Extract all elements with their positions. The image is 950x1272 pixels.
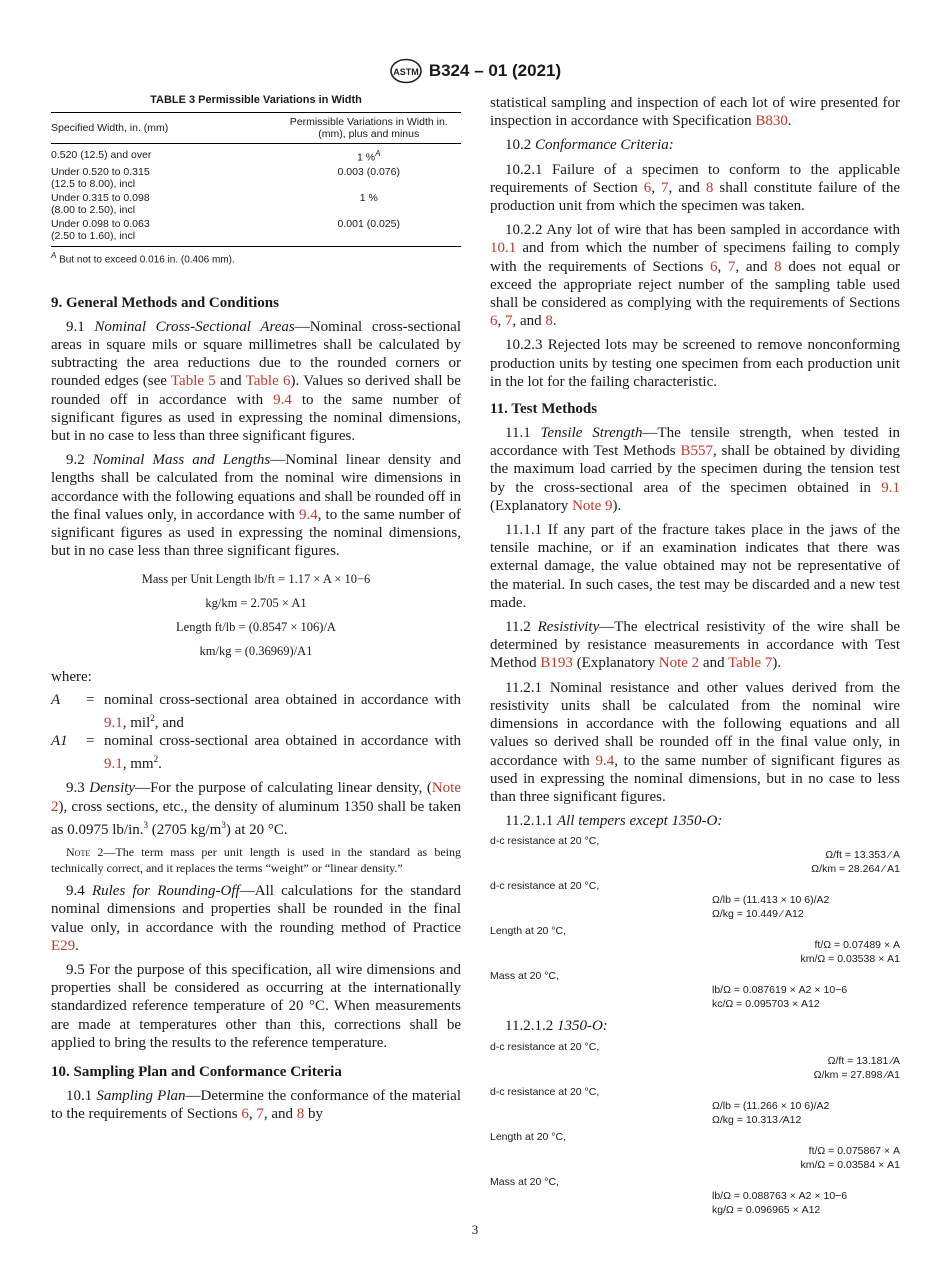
table-cell: Under 0.098 to 0.063 (2.50 to 1.60), incl	[51, 217, 277, 247]
table-cell: Under 0.520 to 0.315 (12.5 to 8.00), incl	[51, 165, 150, 190]
link-9-4[interactable]: 9.4	[273, 391, 292, 408]
table-cell: 1 %$^A$	[357, 149, 381, 164]
note-2: Note 2—The term mass per unit length is used in the standard as being technically correct, and it replaces the terms “weight” or “linear density.”	[51, 845, 461, 875]
link-section-6[interactable]: 6	[490, 313, 498, 330]
table-3	[51, 94, 461, 247]
paragraph-11-1-1: 11.1.1 If any part of the fracture takes place in the jaws of the tensile machine, or if an examination indicates that there was external damage, the value obtained may not be representative of the material. In such cases, the test may be discarded and a new test made.	[490, 522, 900, 611]
paragraph-9-2: 9.2 Nominal Mass and Lengths—Nominal linear density and lengths shall be calculated from the nominal wire dimensions in accordance with the following equations and shall be rounded off in the final values only, in accordance with 9.4, to the same number of significant figures as used in expressing the nominal dimensions, but in no case less than three significant figures.	[51, 452, 461, 560]
paragraph-10-2-2: 10.2.2 Any lot of wire that has been sampled in accordance with 10.1 and from which the number of specimens failing to comply with the requirements of Sections 6, 7, and 8 does not equal or exceed the appropriate reject number of the sampling table used shall be considered as complying with the requirements of Sections 6, 7, and 8.	[490, 222, 900, 330]
table-cell: Under 0.315 to 0.098 (8.00 to 2.50), incl	[51, 191, 150, 216]
astm-logo-icon	[389, 58, 423, 84]
formula-group	[490, 1189, 900, 1217]
formula: lb/Ω = 0.088763 × A2 × 10−6	[712, 1189, 848, 1202]
paragraph-10-2-1: 10.2.1 Failure of a specimen to conform to the applicable requirements of Section 6, 7, and 8 shall constitute failure of the production unit from which the specimen was taken.	[490, 161, 900, 215]
equation-kg-per-km: kg/km = 2.705 × A1	[205, 596, 307, 611]
formula: Ω/km = 27.898 ⁄A1	[813, 1068, 900, 1081]
paragraph-11-2-1-1: 11.2.1.1 All tempers except 1350-O:	[505, 813, 723, 830]
formula-label: d-c resistance at 20 °C,	[490, 880, 600, 893]
link-9-1[interactable]: 9.1	[104, 714, 123, 731]
formula-group	[490, 893, 900, 921]
section-11-heading: 11. Test Methods	[490, 401, 598, 418]
table-3-caption: TABLE 3 Permissible Variations in Width	[150, 94, 362, 106]
link-e29[interactable]: E29	[51, 937, 76, 954]
formula: Ω/ft = 13.353 ⁄ A	[825, 849, 900, 862]
formula-label: d-c resistance at 20 °C,	[490, 1085, 600, 1098]
paragraph-9-3: 9.3 Density—For the purpose of calculating linear density, (Note 2), cross sections, etc., the density of aluminum 1350 shall be taken as 0.0975 lb/in.$^3$ (2705 $kg/m^3$) at 20 °C.	[51, 780, 462, 838]
formula-group	[490, 983, 900, 1011]
table-cell: 0.001 (0.025)	[277, 217, 462, 247]
right-column	[490, 94, 900, 1220]
page-number: 3	[471, 1222, 479, 1237]
paragraph-10-2: 10.2 Conformance Criteria:	[505, 137, 674, 154]
formula: Ω/km = 28.264 ⁄ A1	[811, 863, 900, 876]
table-3-header-width: Specified Width, in. (mm)	[51, 113, 277, 144]
formula: lb/Ω = 0.087619 × A2 × 10−6	[712, 984, 848, 997]
link-section-7[interactable]: 7	[505, 313, 513, 330]
link-note-9[interactable]: Note 9	[572, 497, 613, 514]
link-section-7[interactable]: 7	[661, 179, 669, 196]
table-cell: 1 %	[359, 191, 378, 204]
definition-a1: A1 = nominal cross-sectional area obtained in accordance with 9.1, $mm^2$.	[51, 733, 461, 773]
formula-group	[490, 1099, 900, 1127]
formula: km/Ω = 0.03584 × A1	[800, 1158, 900, 1171]
formula-label: Length at 20 °C,	[490, 925, 567, 938]
section-10-heading: 10. Sampling Plan and Conformance Criteria	[51, 1063, 342, 1080]
link-10-1[interactable]: 10.1	[490, 240, 517, 257]
astm-logo-text: ASTM	[393, 67, 419, 77]
left-column	[51, 94, 461, 1129]
link-table-5[interactable]: Table 5	[170, 373, 216, 390]
link-note-2[interactable]: Note 2	[51, 780, 462, 815]
link-table-6[interactable]: Table 6	[245, 373, 291, 390]
formula: km/Ω = 0.03538 × A1	[800, 953, 900, 966]
link-section-8[interactable]: 8	[705, 179, 714, 196]
formula-group	[490, 1054, 900, 1082]
formula-label: Mass at 20 °C,	[490, 1175, 559, 1188]
table-row	[51, 165, 461, 191]
where-label: where:	[51, 669, 92, 686]
table-row	[51, 191, 461, 217]
section-9-heading: 9. General Methods and Conditions	[51, 294, 279, 311]
definitions	[51, 668, 461, 773]
paragraph-11-2: 11.2 Resistivity—The electrical resistivity of the wire shall be determined by resistance measurements in accordance with Test Method B193 (Explanatory Note 2 and Table 7).	[490, 619, 900, 672]
page-header	[0, 58, 950, 84]
paragraph-10-1-continued: statistical sampling and inspection of each lot of wire presented for inspection in accordance with Specification B830.	[490, 95, 900, 130]
formula: ft/Ω = 0.075867 × A	[808, 1144, 900, 1157]
formula-group	[490, 1144, 900, 1172]
formula-label: Length at 20 °C,	[490, 1130, 567, 1143]
link-9-4[interactable]: 9.4	[298, 506, 318, 523]
link-section-8[interactable]: 8	[296, 1106, 305, 1123]
link-b557[interactable]: B557	[680, 443, 713, 460]
link-section-8[interactable]: 8	[774, 258, 782, 275]
equation-length-ft-per-lb: Length ft/lb = (0.8547 × 106)/A	[176, 620, 336, 635]
paragraph-11-1: 11.1 Tensile Strength—The tensile strength, when tested in accordance with Test Methods B557, shall be obtained by dividing the maximum load carried by the specimen during the tension test by the cross-sectional area of the specimen obtained in 9.1 (Explanatory Note 9).	[490, 425, 900, 514]
formula: Ω/lb = (11.266 × 10 6)/A2	[712, 1099, 830, 1112]
equation-km-per-kg: km/kg = (0.36969)/A1	[199, 644, 313, 659]
table-row	[51, 144, 461, 165]
paragraph-11-2-1-2: 11.2.1.2 1350-O:	[505, 1018, 608, 1035]
formula-label: d-c resistance at 20 °C,	[490, 835, 600, 848]
equation-mass-per-length: Mass per Unit Length lb/ft = 1.17 × A × 10−6	[141, 572, 371, 587]
link-section-6[interactable]: 6	[241, 1106, 249, 1123]
formula: Ω/kg = 10.449 ⁄ A12	[712, 908, 804, 921]
footnote-ref: A	[375, 149, 381, 158]
formula: Ω/ft = 13.181 ⁄A	[827, 1054, 900, 1067]
link-section-6[interactable]: 6	[709, 258, 718, 275]
link-b193[interactable]: B193	[540, 655, 573, 672]
table-cell: 0.003 (0.076)	[337, 165, 400, 178]
paragraph-10-1: 10.1 Sampling Plan—Determine the conformance of the material to the requirements of Sections 6, 7, and 8 by	[51, 1087, 461, 1123]
link-b830[interactable]: B830	[755, 113, 788, 130]
paragraph-9-4: 9.4 Rules for Rounding-Off—All calculations for the standard nominal dimensions and properties shall be rounded in the final value only, in accordance with the rounding method of Practice E29.	[51, 883, 462, 954]
link-section-7[interactable]: 7	[256, 1106, 264, 1123]
definition-a: A = nominal cross-sectional area obtained in accordance with 9.1, mil$^2$, and	[51, 691, 461, 731]
table-row	[51, 217, 461, 247]
formula: kc/Ω = 0.095703 × A12	[712, 998, 820, 1011]
standard-designation: B324 – 01 (2021)	[428, 61, 562, 80]
paragraph-9-1: 9.1 Nominal Cross-Sectional Areas—Nominal cross-sectional areas in square mils or square millimetres shall be calculated by subtracting the area reductions due to the rounded corners or rounded edges (see Table 5 and Table 6). Values so derived shall be rounded off in accordance with 9.4 to the same number of significant figures as used in expressing the nominal dimensions, but in no case to less than three significant figures.	[51, 318, 461, 445]
table-3-header-variation: Permissible Variations in Width in. (mm), plus and minus	[277, 113, 462, 144]
link-section-6[interactable]: 6	[643, 179, 652, 196]
formula: Ω/lb = (11.413 × 10 6)/A2	[712, 894, 830, 907]
paragraph-11-2-1: 11.2.1 Nominal resistance and other values derived from the resistivity units shall be calculated from the nominal wire dimensions in accordance with the following equations and all values so derived shall be rounded off in the final value only, in accordance with 9.4, to the same number of significant figures as used in expressing the nominal dimensions, but in no case to less than three significant figures.	[490, 679, 900, 805]
formula: ft/Ω = 0.07489 × A	[814, 939, 900, 952]
link-table-7[interactable]: Table 7	[728, 655, 773, 672]
formula: kg/Ω = 0.096965 × A12	[712, 1203, 821, 1216]
link-9-1[interactable]: 9.1	[881, 479, 900, 496]
link-9-4[interactable]: 9.4	[595, 752, 615, 769]
paragraph-10-2-3: 10.2.3 Rejected lots may be screened to remove nonconforming production units by testing one specimen from each production unit in the lot for the failing characteristic.	[490, 337, 900, 390]
table-3-footnote: $^A$ But not to exceed 0.016 in. (0.406 mm).	[51, 250, 235, 265]
table-cell: 0.520 (12.5) and over	[51, 149, 152, 161]
formula: Ω/kg = 10.313 ⁄A12	[712, 1113, 802, 1126]
paragraph-9-5: 9.5 For the purpose of this specification, all wire dimensions and properties shall be considered as occurring at the internationally standardized reference temperature of 20 °C. When measurements are made at temperatures other than this, corrections shall be applied to bring the results to the reference temperature.	[51, 961, 461, 1051]
link-section-7[interactable]: 7	[727, 258, 736, 275]
link-note-2[interactable]: Note 2	[658, 655, 700, 672]
link-section-8[interactable]: 8	[545, 313, 553, 330]
formula-group	[490, 938, 900, 966]
link-9-1[interactable]: 9.1	[104, 756, 123, 773]
formula-group	[490, 848, 900, 876]
formula-label: d-c resistance at 20 °C,	[490, 1040, 600, 1053]
formula-label: Mass at 20 °C,	[490, 970, 559, 983]
